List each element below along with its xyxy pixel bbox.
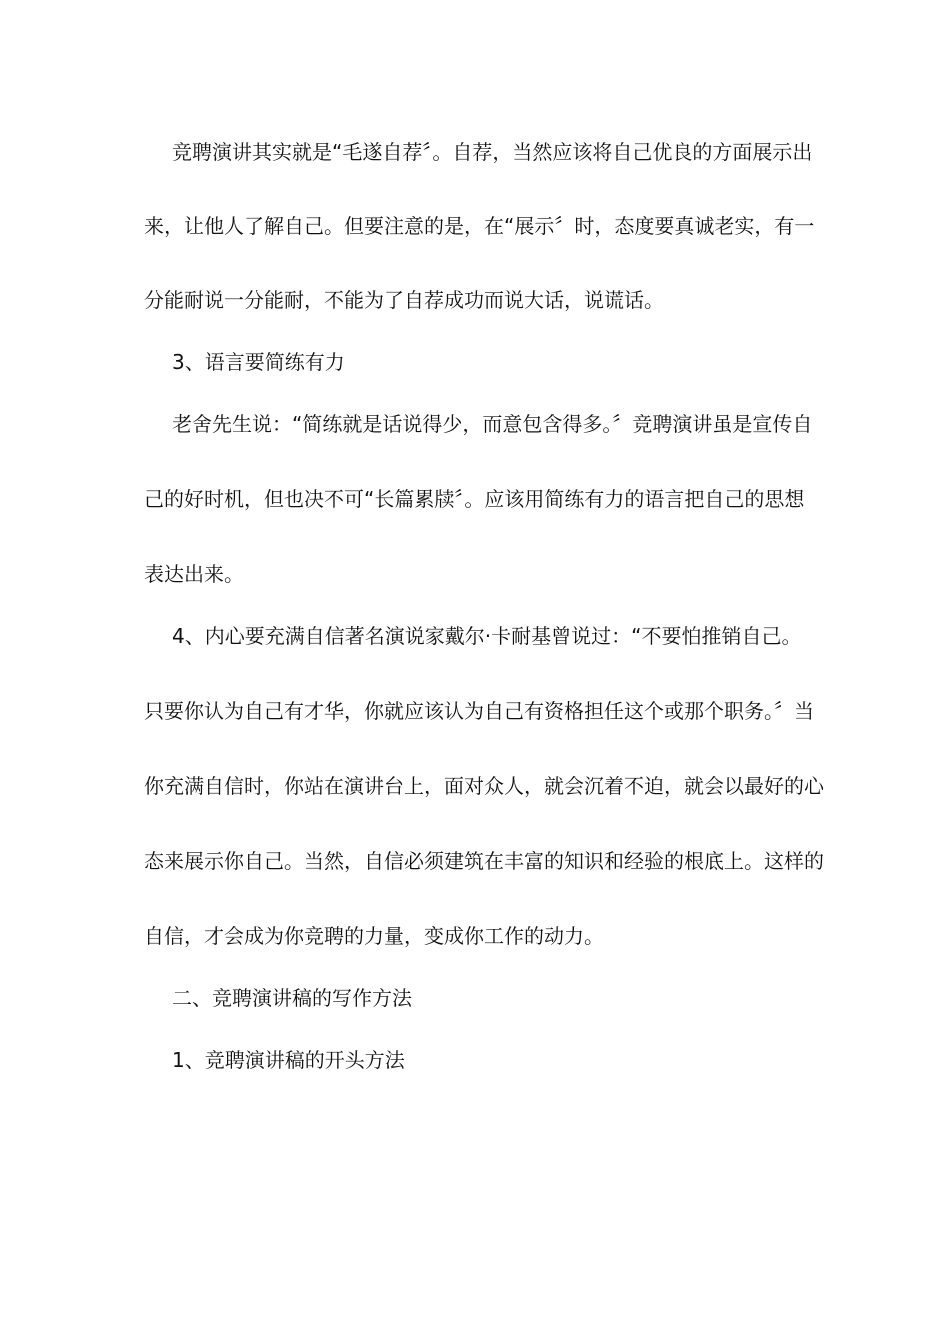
paragraph-line: 竞聘演讲其实就是“毛遂自荐〞。自荐，当然应该将自己优良的方面展示出 <box>172 140 813 164</box>
paragraph-line: 4、内心要充满自信著名演说家戴尔·卡耐基曾说过：“不要怕推销自己。 <box>172 624 802 648</box>
paragraph-line: 老舍先生说：“简练就是话说得少，而意包含得多。〞竞聘演讲虽是宣传自 <box>172 412 813 436</box>
section-heading: 二、竞聘演讲稿的写作方法 <box>172 986 412 1010</box>
subheading: 1、竞聘演讲稿的开头方法 <box>172 1048 405 1072</box>
paragraph-line: 己的好时机，但也决不可“长篇累牍〞。应该用简练有力的语言把自己的思想 <box>144 487 805 511</box>
paragraph-line: 表达出来。 <box>144 562 244 586</box>
subheading: 3、语言要简练有力 <box>172 350 345 374</box>
paragraph-line: 来，让他人了解自己。但要注意的是，在“展示〞时，态度要真诚老实，有一 <box>144 214 815 238</box>
paragraph-line: 态来展示你自己。当然，自信必须建筑在丰富的知识和经验的根底上。这样的 <box>144 849 824 873</box>
paragraph-line: 分能耐说一分能耐，不能为了自荐成功而说大话，说谎话。 <box>144 288 664 312</box>
paragraph-line: 只要你认为自己有才华，你就应该认为自己有资格担任这个或那个职务。〞当 <box>144 699 814 723</box>
paragraph-line: 你充满自信时，你站在演讲台上，面对众人，就会沉着不迫，就会以最好的心 <box>144 774 824 798</box>
paragraph-line: 自信，才会成为你竞聘的力量，变成你工作的动力。 <box>144 924 604 948</box>
